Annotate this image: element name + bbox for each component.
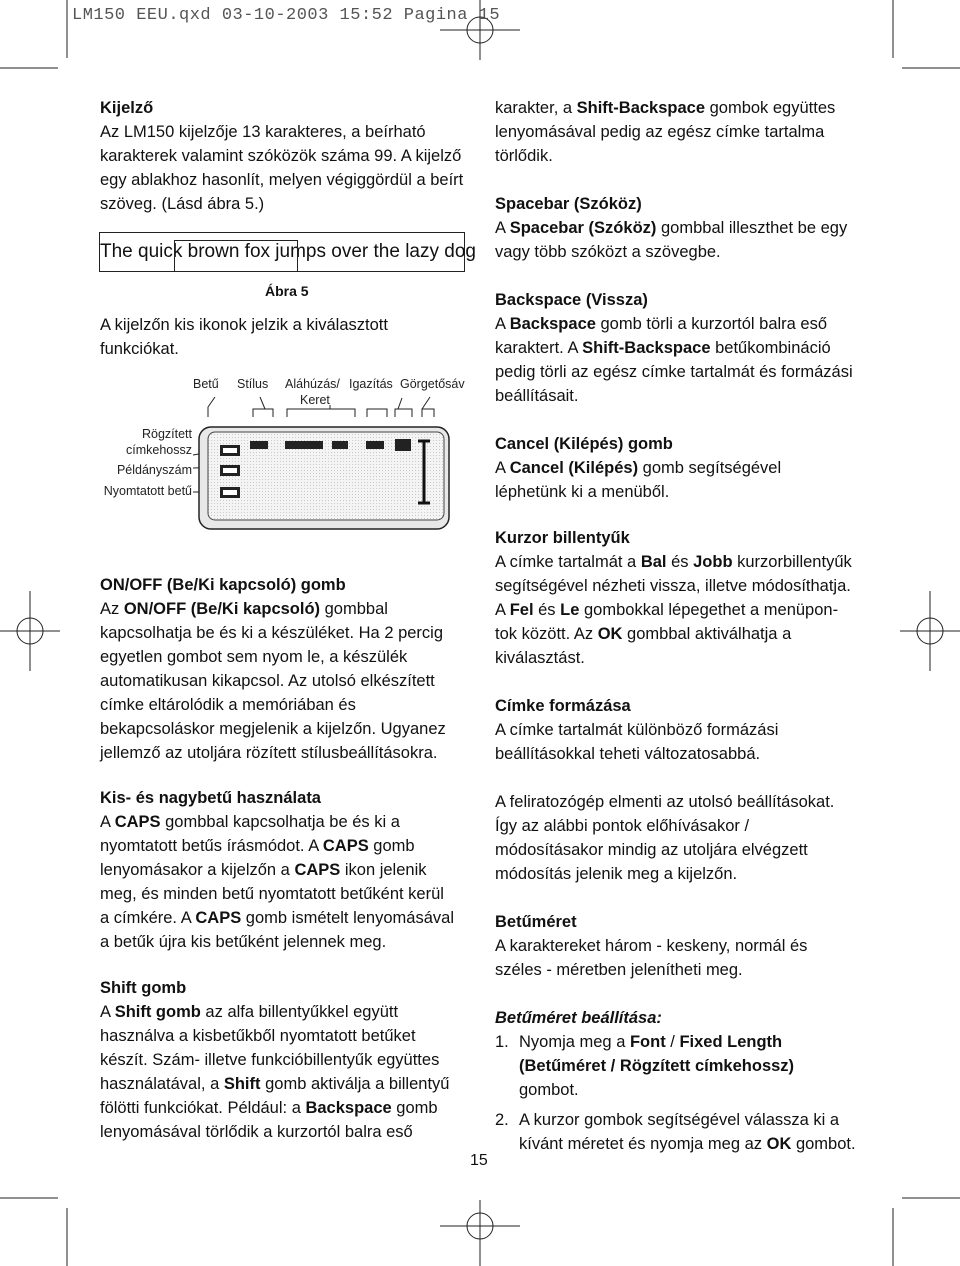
betumeret-title: Betűméret	[495, 913, 577, 931]
shift-line: készít. Szám- illetve funkcióbillentyűk együttes	[100, 1051, 440, 1069]
feliratozo-line: módosításakor mindig az utoljára elvégzett	[495, 841, 808, 859]
shift-line	[100, 1096, 475, 1120]
text: karaktert. A	[495, 339, 583, 357]
label-nyomtatott-betu: Nyomtatott betű	[103, 484, 192, 498]
cimke-line: A címke tartalmát különböző formázási	[495, 721, 779, 739]
text: a címkére. A	[100, 909, 196, 927]
step-number: 2.	[495, 1111, 509, 1129]
text: gomb	[368, 837, 415, 855]
section-kijelzo	[100, 96, 470, 216]
bold-text: Shift	[223, 1075, 261, 1093]
kijelzo-line: Az LM150 kijelzője 13 karakteres, a beírható	[100, 123, 426, 141]
bold-text: CAPS	[322, 837, 369, 855]
onoff-title: ON/OFF (Be/Ki kapcsoló) gomb	[100, 576, 346, 594]
spacebar-title: Spacebar (Szóköz)	[495, 195, 642, 213]
text: Az	[100, 600, 124, 618]
step-number: 1.	[495, 1033, 509, 1051]
label-alahuzas: Aláhúzás/	[285, 377, 340, 391]
cancel-line: léphetünk ki a menüből.	[495, 483, 670, 501]
kurzor-line	[495, 622, 880, 646]
bold-text: Shift gomb	[114, 1003, 201, 1021]
section-caps	[100, 786, 475, 954]
cimke-title: Címke formázása	[495, 697, 631, 715]
text: lenyomásakor a kijelzőn a	[100, 861, 295, 879]
kurzor-title: Kurzor billentyűk	[495, 529, 630, 547]
backspace-title: Backspace (Vissza)	[495, 291, 648, 309]
bold-text: Fel	[509, 601, 534, 619]
text: Nyomja meg a	[519, 1033, 630, 1051]
text: fölötti funkciókat. Például: a	[100, 1099, 306, 1117]
bold-text: Le	[560, 601, 580, 619]
text: és	[533, 601, 561, 619]
text: gomb segítségével	[638, 459, 782, 477]
bold-text: CAPS	[195, 909, 242, 927]
caps-line	[100, 906, 475, 930]
onoff-line: jellemző az utoljára rözített stílusbeállításokra.	[100, 744, 438, 762]
bold-text: ON/OFF (Be/Ki kapcsoló)	[123, 600, 321, 618]
text: gombot.	[791, 1135, 856, 1153]
kijelzo-line: karakterek valamint szóközök száma 99. A kijelző	[100, 147, 462, 165]
text: A	[495, 315, 510, 333]
onoff-line	[100, 597, 475, 621]
bold-text: Spacebar (Szóköz)	[509, 219, 657, 237]
display-example: The quick brown fox jumps over the lazy dog	[99, 232, 465, 272]
bold-text: CAPS	[114, 813, 161, 831]
text: A kurzor gombok segítségével válassza ki a	[519, 1111, 840, 1129]
text: gombot.	[519, 1081, 579, 1099]
label-cimkehossz: címkehossz	[126, 443, 192, 457]
text: gomb aktiválja a billentyű	[260, 1075, 450, 1093]
kijelzo-line: egy ablakhoz hasonlít, melyen végiggördül a beírt	[100, 171, 464, 189]
text: és	[666, 553, 694, 571]
kijelzo-line: szöveg. (Lásd ábra 5.)	[100, 195, 265, 213]
text: betűkombináció	[710, 339, 831, 357]
text: gomb	[391, 1099, 438, 1117]
backspace-line: pedig törli az egész címke tartalmát és formázási	[495, 363, 853, 381]
section-onoff	[100, 573, 475, 765]
kurzor-line	[495, 598, 880, 622]
bold-text: OK	[597, 625, 623, 643]
backspace-line	[495, 336, 880, 360]
text: az alfa billentyűkkel együtt	[200, 1003, 399, 1021]
bold-text: CAPS	[294, 861, 341, 879]
bold-text: Cancel (Kilépés)	[509, 459, 639, 477]
text: gombbal	[320, 600, 388, 618]
kurzor-line: segítségével nézheti vissza, illetve módosíthatja.	[495, 577, 851, 595]
icons-line: A kijelzőn kis ikonok jelzik a kiválasztott	[100, 316, 388, 334]
kurzor-line: kiválasztást.	[495, 649, 585, 667]
backspace-line: beállításait.	[495, 387, 579, 405]
text: A	[495, 459, 510, 477]
text: gombok együttes	[705, 99, 836, 117]
bold-text: Shift-Backspace	[576, 99, 706, 117]
onoff-line: egyetlen gombot sem nyom le, a készülék	[100, 648, 408, 666]
shift-line	[100, 1072, 475, 1096]
bold-text: Backspace	[305, 1099, 392, 1117]
backspace-line	[495, 312, 880, 336]
text: A	[100, 1003, 115, 1021]
bold-text: Font	[629, 1033, 666, 1051]
label-keret: Keret	[300, 393, 330, 407]
text: /	[665, 1033, 680, 1051]
cimke-line: beállításokkal teheti változatosabbá.	[495, 745, 761, 763]
kijelzo-title: Kijelző	[100, 99, 154, 117]
spacebar-line	[495, 216, 880, 240]
text: kívánt méretet és nyomja meg az	[519, 1135, 767, 1153]
label-stilus: Stílus	[237, 377, 269, 391]
shift-line	[100, 1000, 475, 1024]
label-igazitas: Igazítás	[349, 377, 393, 391]
display-window-frame	[174, 240, 298, 272]
bold-text: Backspace	[509, 315, 596, 333]
spacebar-line: vagy több szóközt a szövegbe.	[495, 243, 721, 261]
bold-text: Jobb	[693, 553, 733, 571]
text: gombbal kapcsolhatja be és ki a	[160, 813, 400, 831]
steps-list	[495, 1030, 880, 1156]
lcd-icons-diagram	[190, 395, 470, 540]
text: nyomtatott betűs írásmódot. A	[100, 837, 323, 855]
label-betu: Betű	[193, 377, 219, 391]
step-item	[495, 1030, 880, 1102]
text: gombbal illeszthet be egy	[656, 219, 848, 237]
bold-text: OK	[766, 1135, 792, 1153]
shift-title: Shift gomb	[100, 979, 187, 997]
cancel-title: Cancel (Kilépés) gomb	[495, 435, 673, 453]
icons-intro	[100, 313, 470, 361]
text: tok között. Az	[495, 625, 598, 643]
section-shift	[100, 976, 475, 1144]
onoff-line: kapcsolhatja be és ki a készüléket. Ha 2 percig	[100, 624, 444, 642]
text: kurzorbillentyűk	[732, 553, 852, 571]
text: A	[100, 813, 115, 831]
label-gorgetosav: Görgetősáv	[400, 377, 465, 391]
text: gombbal aktiválhatja a	[622, 625, 792, 643]
feliratozo-line: módosítás jelenik meg a kijelzőn.	[495, 865, 738, 883]
text: gomb ismételt lenyomásával	[241, 909, 454, 927]
figure-caption: Ábra 5	[265, 283, 309, 299]
text: gomb törli a kurzortól balra eső	[595, 315, 828, 333]
cont-line: törlődik.	[495, 147, 553, 165]
shift-line: lenyomásával törlődik a kurzortól balra eső	[100, 1123, 413, 1141]
text: gombokkal lépegethet a menüpon-	[579, 601, 839, 619]
text: A	[495, 219, 510, 237]
file-header: LM150 EEU.qxd 03-10-2003 15:52 Pagina 15	[72, 6, 501, 25]
bold-text: Fixed Length	[679, 1033, 783, 1051]
feliratozo-line: Így az alábbi pontok előhívásakor /	[495, 817, 750, 835]
bold-text: (Betűméret / Rögzített címkehossz)	[519, 1057, 795, 1075]
betumeret-line: széles - méretben jelenítheti meg.	[495, 961, 743, 979]
caps-title: Kis- és nagybetű használata	[100, 789, 321, 807]
text: használatával, a	[100, 1075, 224, 1093]
betumeret-line: A karaktereket három - keskeny, normál és	[495, 937, 808, 955]
text: A címke tartalmát a	[495, 553, 641, 571]
step-item	[495, 1108, 880, 1156]
caps-line	[100, 858, 475, 882]
icons-line: funkciókat.	[100, 340, 179, 358]
bold-text: Bal	[640, 553, 667, 571]
right-column-lower	[495, 526, 880, 1156]
right-column	[495, 96, 880, 504]
caps-line: meg, és minden betű nyomtatott betűként kerül	[100, 885, 444, 903]
onoff-line: bekapcsoláskor megjelenik a kijelzőn. Ugyanez	[100, 720, 446, 738]
bold-text: Shift-Backspace	[582, 339, 711, 357]
beallitas-title: Betűméret beállítása:	[495, 1009, 662, 1027]
text: A	[495, 601, 510, 619]
cancel-line	[495, 456, 880, 480]
onoff-line: automatikusan kikapcsol. Az utolsó elkészített	[100, 672, 435, 690]
cont-line: lenyomásával pedig az egész címke tartalma	[495, 123, 825, 141]
label-peldanyszam: Példányszám	[116, 463, 192, 477]
text: karakter, a	[495, 99, 577, 117]
page-number: 15	[470, 1152, 488, 1169]
caps-line: a betűk újra kis betűként jelennek meg.	[100, 933, 387, 951]
shift-line: használva a kisbetűkből nyomtatott betűket	[100, 1027, 416, 1045]
caps-line	[100, 810, 475, 834]
caps-line	[100, 834, 475, 858]
label-rogzitett: Rögzített	[141, 427, 192, 441]
feliratozo-line: A feliratozógép elmenti az utolsó beállításokat.	[495, 793, 835, 811]
text: ikon jelenik	[340, 861, 427, 879]
kurzor-line	[495, 550, 880, 574]
onoff-line: címke eltárolódik a memóriában és	[100, 696, 356, 714]
cont-line	[495, 96, 880, 120]
